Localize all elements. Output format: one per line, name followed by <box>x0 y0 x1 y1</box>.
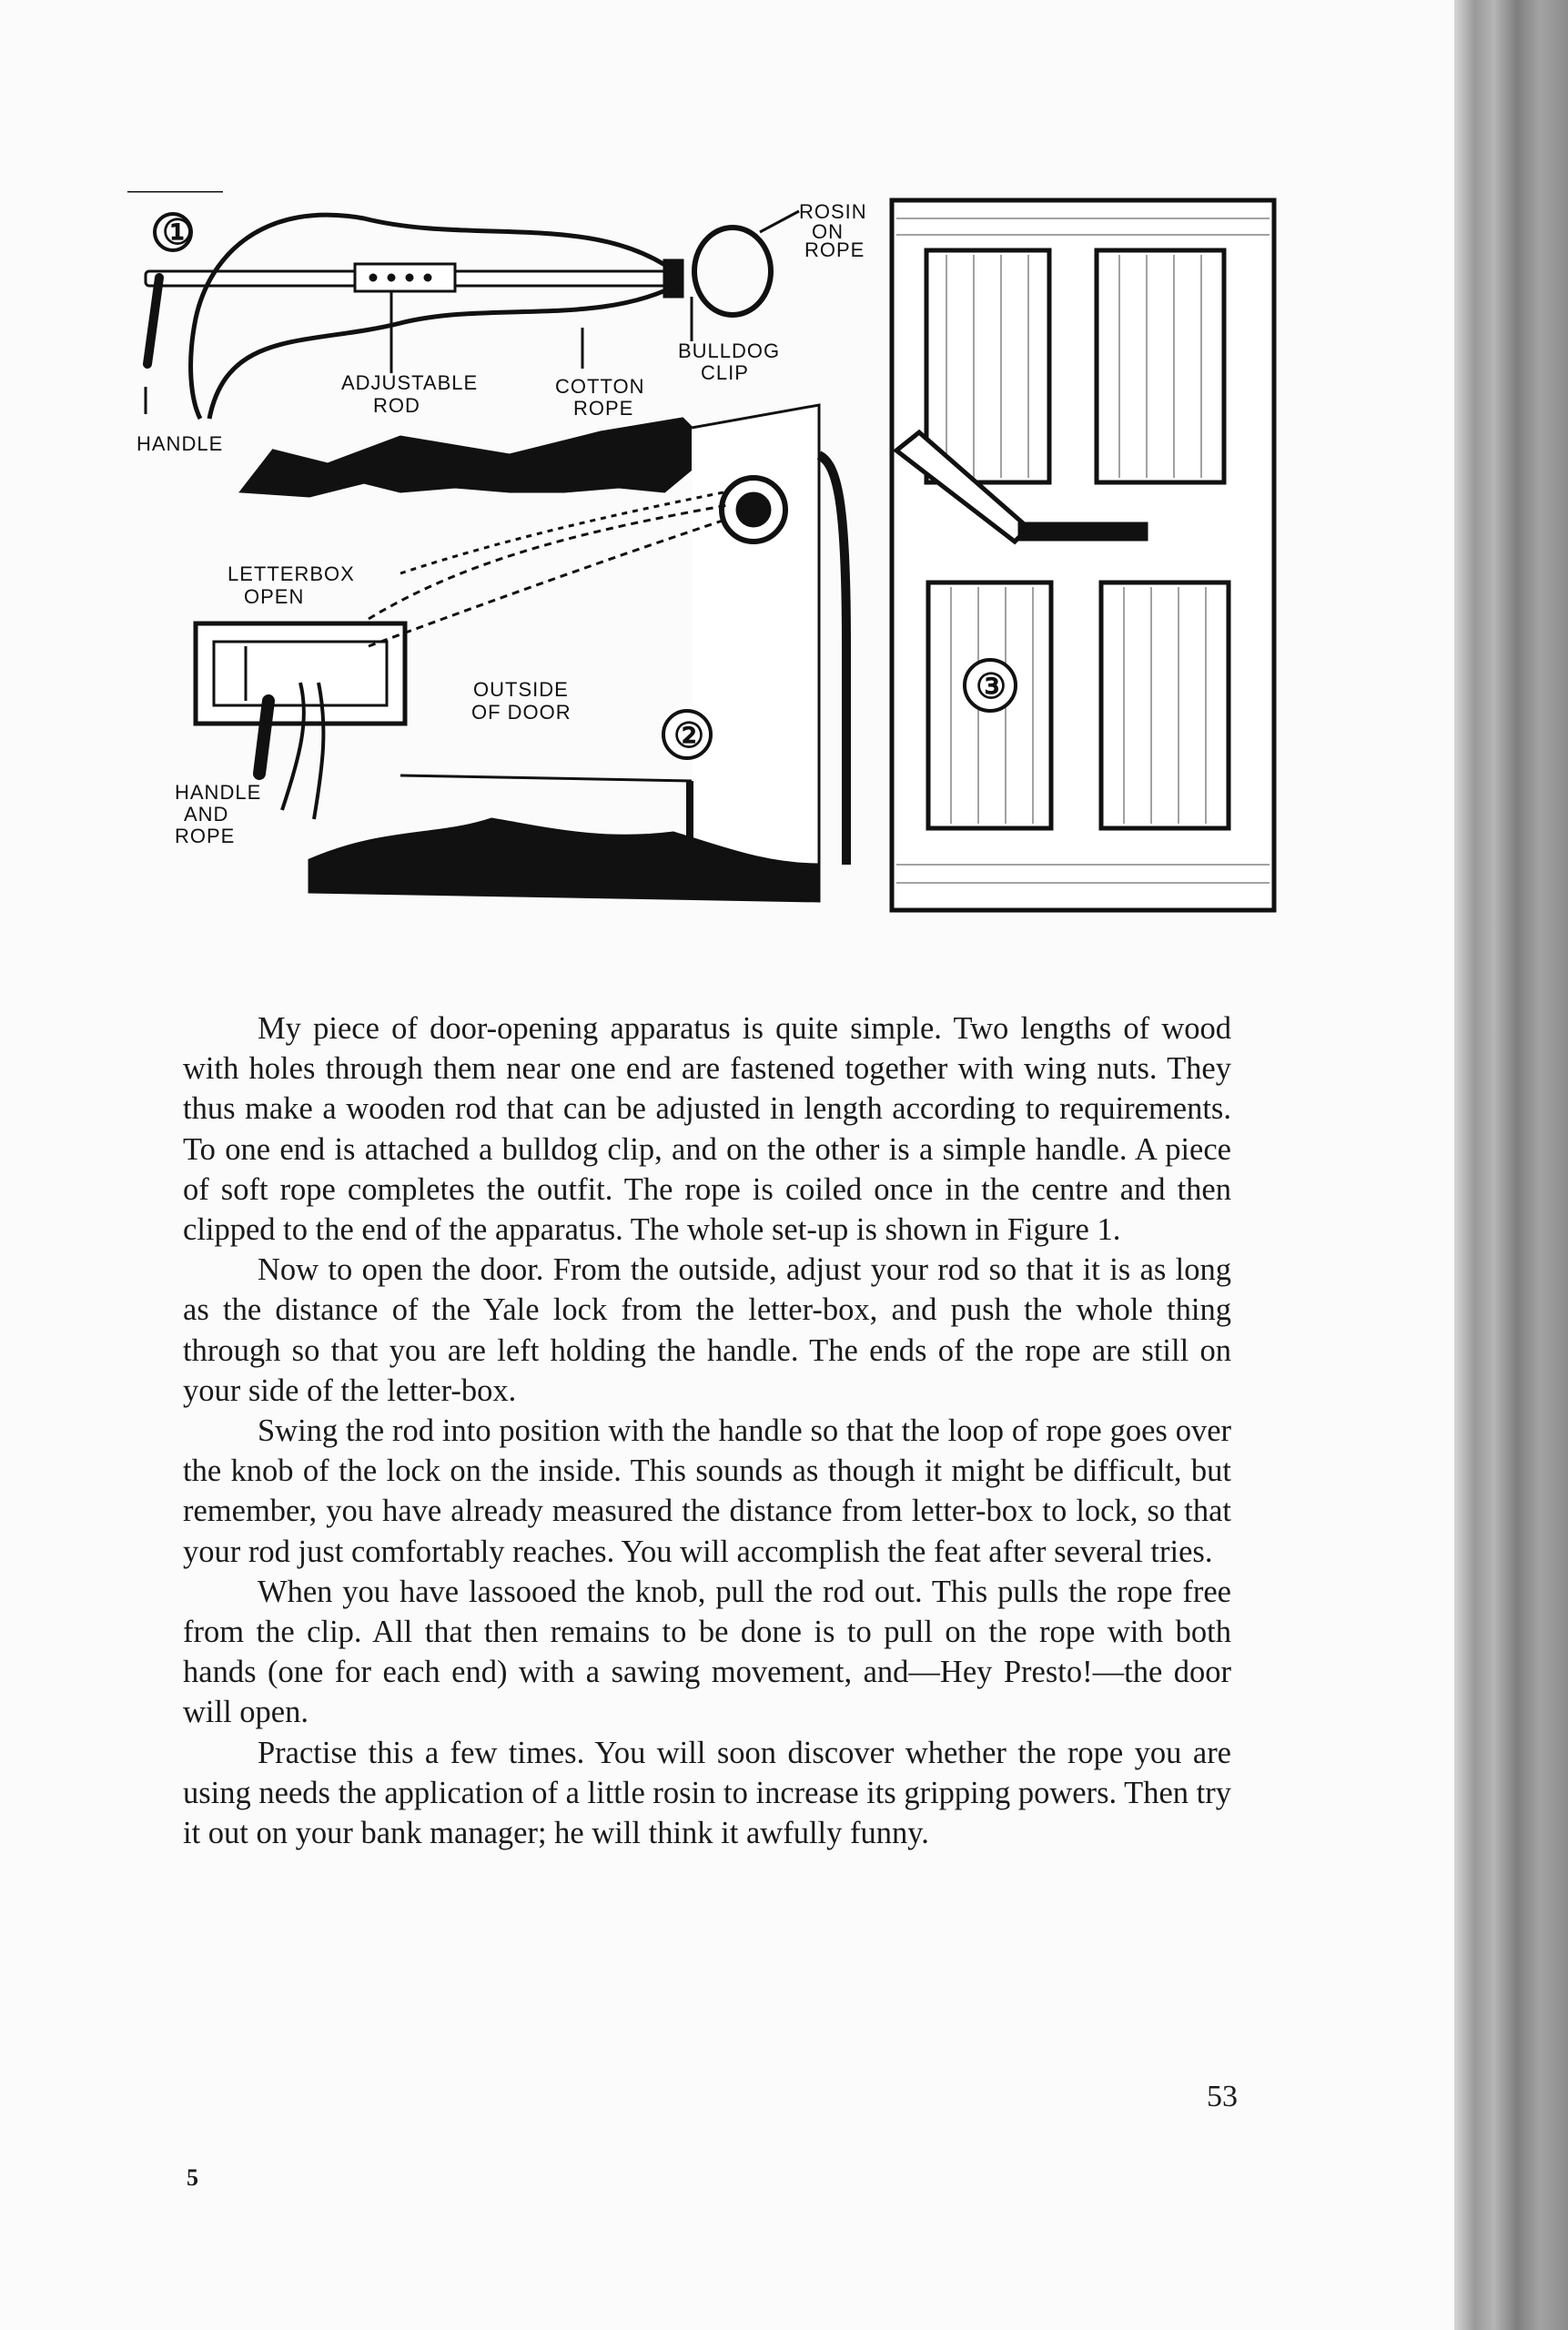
paragraph: Practise this a few times. You will soon discover whether the rope you are using needs the application of a little rosin to increase its gripping powers. Then try it out on your bank manager; he will think it awfully funny. <box>183 1735 1231 1851</box>
rod-handle <box>147 278 159 364</box>
label-outside-2: OF DOOR <box>471 701 572 724</box>
label-handlerope-1: HANDLE <box>175 781 262 804</box>
letterbox-inside <box>1019 523 1147 540</box>
label-adjustable-1: ADJUSTABLE <box>341 371 479 394</box>
label-rosin-2: ON <box>812 220 844 243</box>
label-bulldog-2: CLIP <box>701 361 749 384</box>
label-cotton-2: ROPE <box>573 397 634 420</box>
page-number: 53 <box>1207 2080 1238 2113</box>
book-spine <box>1454 0 1568 2330</box>
letterbox-handle <box>259 701 268 774</box>
label-letterbox-1: LETTERBOX <box>228 562 355 585</box>
door-outline <box>892 200 1274 910</box>
paragraph: Swing the rod into position with the handle so that the loop of rope goes over the knob of the lock on the inside. This sounds as though it might be difficult, but remember, you have already measured the distance from letter-box to lock, so that your rod just comfortably reaches. You will accomplish the feat after several tries. <box>183 1413 1231 1569</box>
article-body <box>183 1008 1231 1853</box>
label-handlerope-2: AND <box>184 803 229 826</box>
paragraph: Now to open the door. From the outside, adjust your rod so that it is as long as the distance of the Yale lock from the letter-box, and push the whole thing through so that you are left holding the handle. The ends of the rope are still on your side of the letter-box. <box>183 1252 1231 1408</box>
marker-2: ② <box>673 717 705 755</box>
label-letterbox-2: OPEN <box>244 585 305 608</box>
paragraph: When you have lassooed the knob, pull the rod out. This pulls the rope free from the clip. All that then remains to be done is to pull on the rope with both hands (one for each end) with a sawing movement, and—Hey Presto!—the door will open. <box>183 1574 1231 1730</box>
figure-3-door <box>892 200 1274 910</box>
signature-mark: 5 <box>187 2164 198 2191</box>
label-handle: HANDLE <box>137 432 224 455</box>
illustration <box>127 191 1288 919</box>
label-adjustable-2: ROD <box>373 394 420 417</box>
label-handlerope-3: ROPE <box>175 825 236 847</box>
label-rosin-1: ROSIN <box>799 200 867 223</box>
rope-loop <box>694 228 771 315</box>
label-cotton-1: COTTON <box>555 375 645 398</box>
letterbox-slot <box>214 642 387 705</box>
marker-3: ③ <box>976 668 1007 706</box>
label-rosin-3: ROPE <box>804 238 865 261</box>
label-outside-1: OUTSIDE <box>473 678 569 701</box>
top-torn-edge <box>241 419 692 496</box>
paragraph: My piece of door-opening apparatus is quite simple. Two lengths of wood with holes through them near one end are fastened together with wing nuts. They thus make a wooden rod that can be adjusted in length according to requirements. To one end is attached a bulldog clip, and on the other is a simple handle. A piece of soft rope completes the outfit. The rope is coiled once in the centre and then clipped to the end of the apparatus. The whole set-up is shown in Figure 1. <box>183 1011 1231 1248</box>
label-bulldog-1: BULLDOG <box>678 339 781 362</box>
marker-1: ① <box>162 214 194 252</box>
